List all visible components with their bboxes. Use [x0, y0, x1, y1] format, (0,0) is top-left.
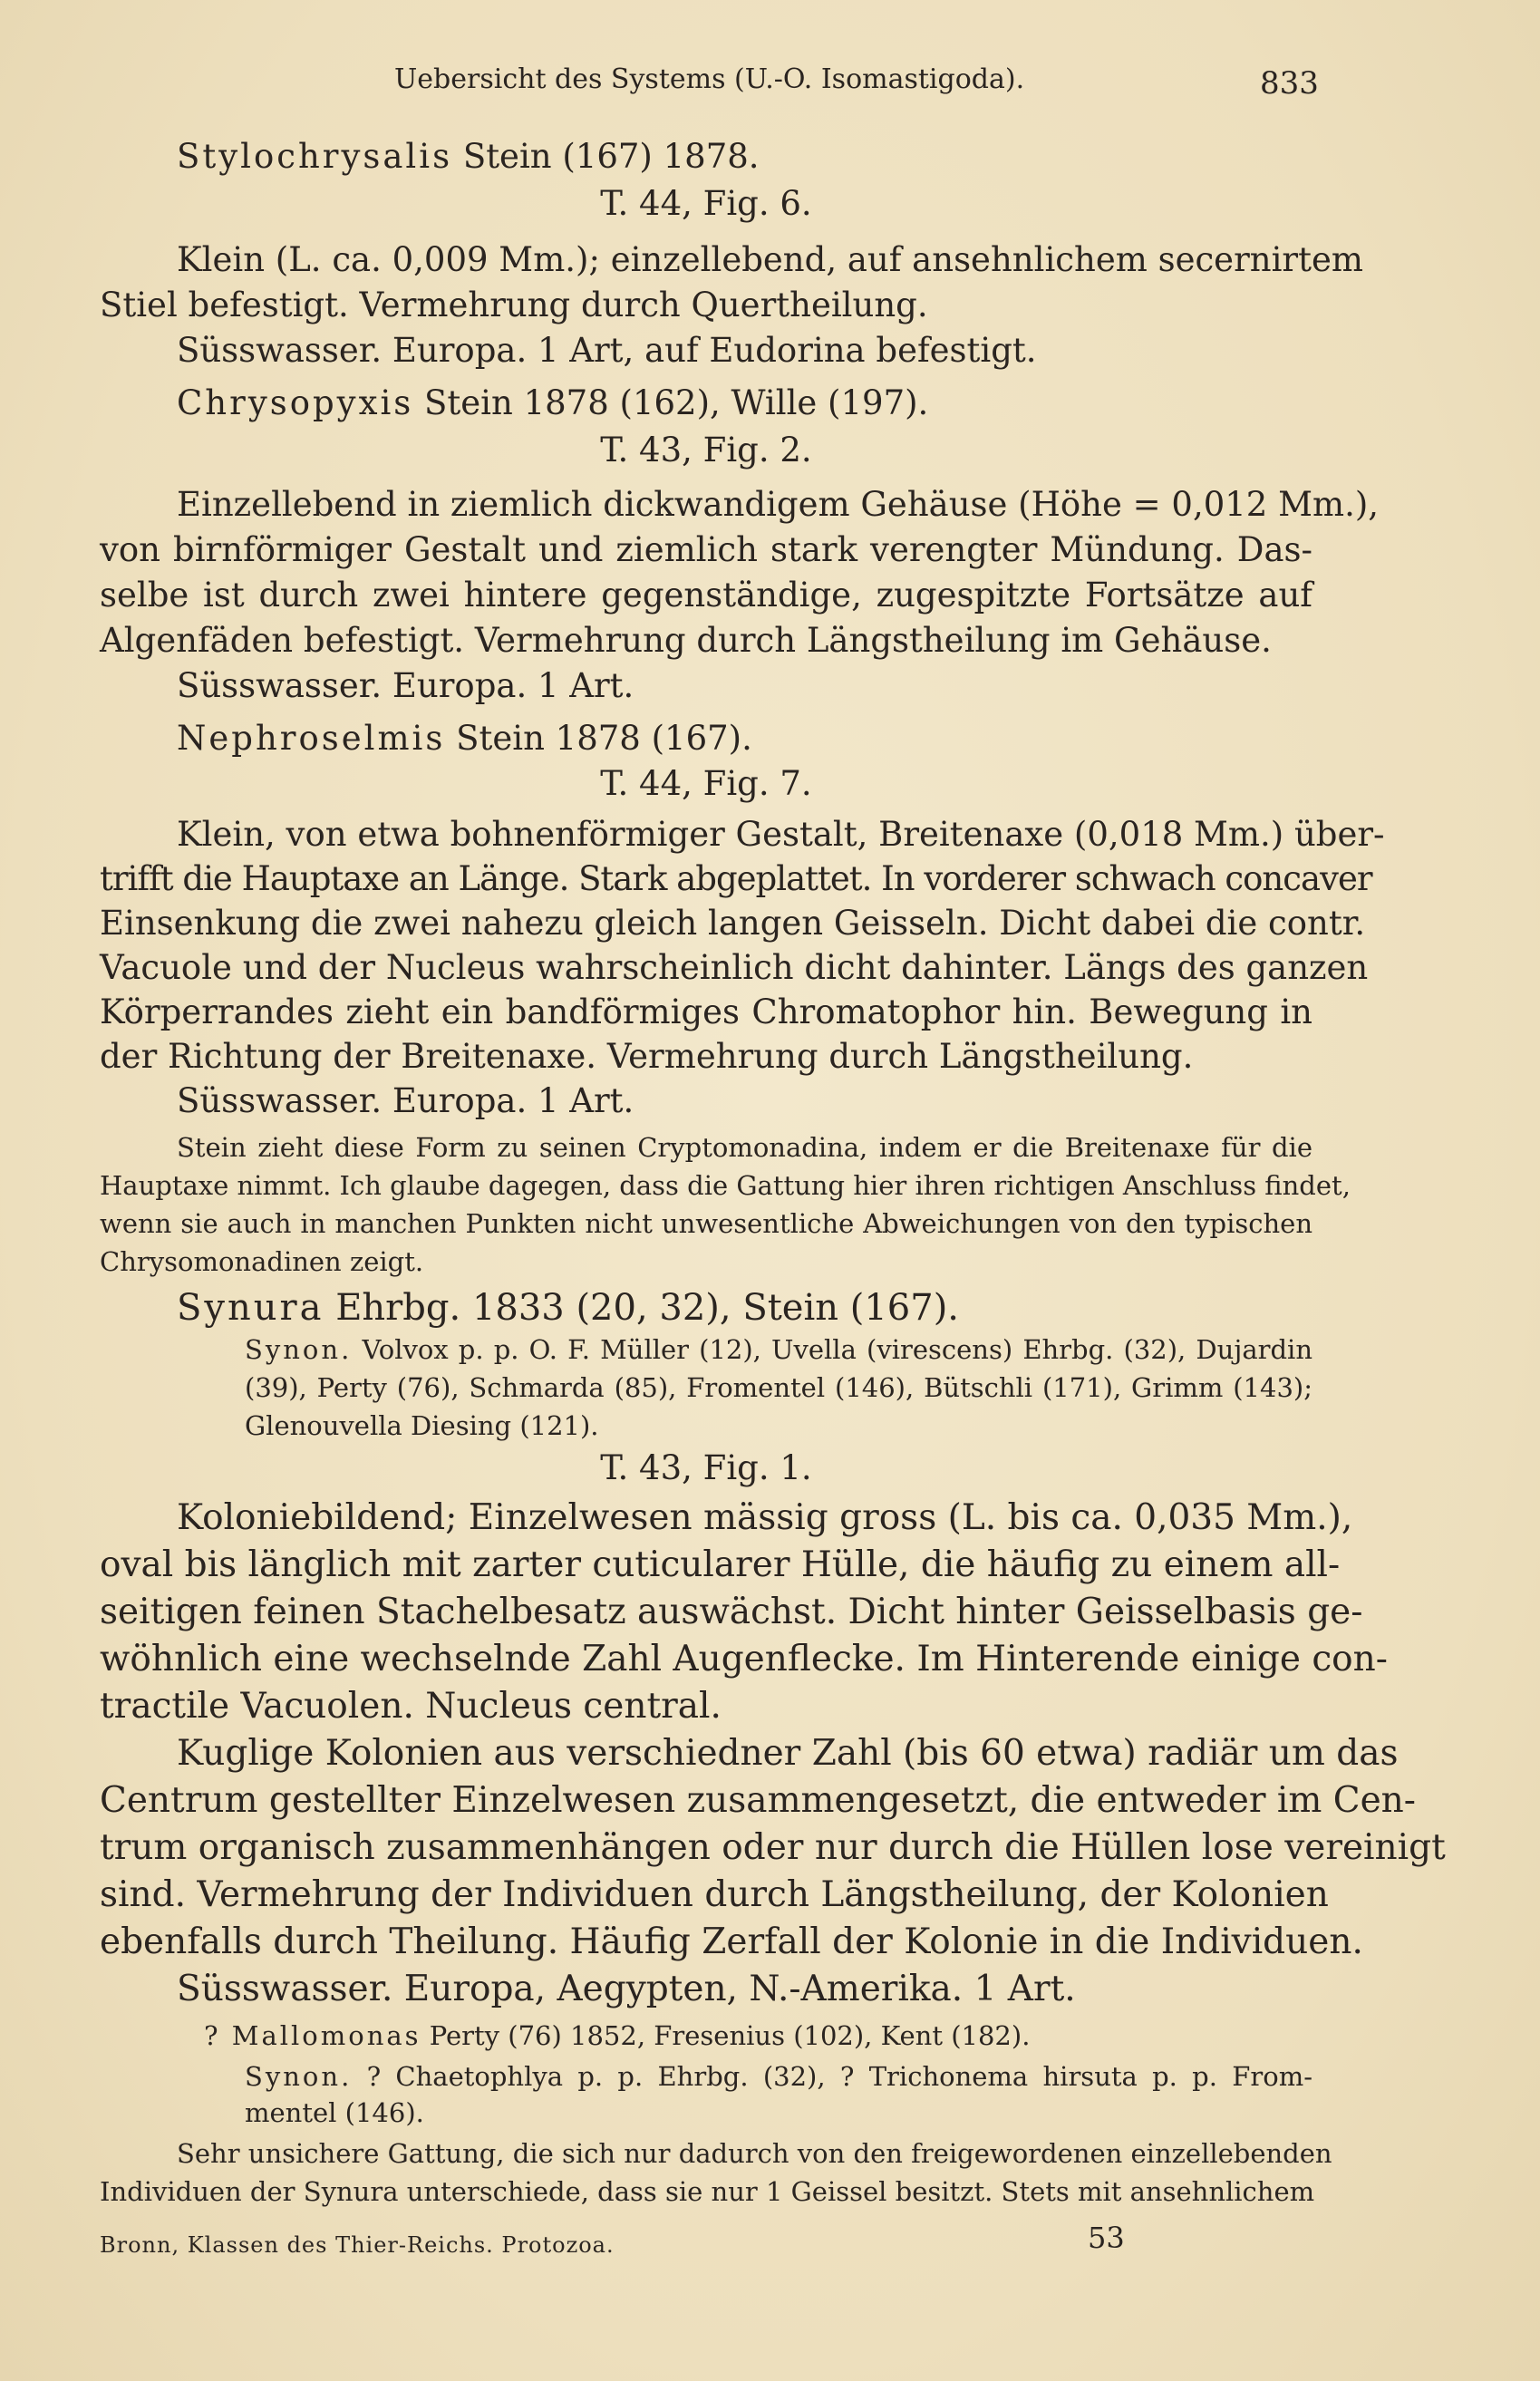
note-line: Stein zieht diese Form zu seinen Cryptomonadina, indem er die Breitenaxe für die: [177, 1132, 1312, 1163]
body-line: Stiel befestigt. Vermehrung durch Quertheilung.: [100, 286, 928, 324]
synonym-line: Glenouvella Diesing (121).: [245, 1410, 599, 1441]
body-line: ebenfalls durch Theilung. Häufig Zerfall der Kolonie in die Individuen.: [100, 1921, 1363, 1962]
body-line: Koloniebildend; Einzelwesen mässig gross (L. bis ca. 0,035 Mm.),: [177, 1497, 1353, 1538]
body-line: oval bis länglich mit zarter cuticularer Hülle, die häufig zu einem all-: [100, 1544, 1341, 1585]
genus-name: Synura: [177, 1287, 324, 1329]
genus-heading: [204, 2017, 1030, 2055]
body-line: trifft die Hauptaxe an Länge. Stark abgeplattet. In vorderer schwach concaver: [100, 859, 1372, 898]
body-line: seitigen feinen Stachelbesatz auswächst. Dicht hinter Geisselbasis ge-: [100, 1592, 1363, 1632]
body-line: Einzellebend in ziemlich dickwandigem Gehäuse (Höhe = 0,012 Mm.),: [177, 485, 1380, 524]
footer-signature: Bronn, Klassen des Thier-Reichs. Protozoa.: [100, 2232, 615, 2258]
body-line: Einsenkung die zwei nahezu gleich langen Geisseln. Dicht dabei die contr.: [100, 904, 1366, 943]
synonym-label: Synon.: [245, 2061, 353, 2092]
body-line: von birnförmiger Gestalt und ziemlich stark verengter Mündung. Das-: [100, 530, 1312, 569]
synonym-line: (39), Perty (76), Schmarda (85), Fromentel (146), Bütschli (171), Grimm (143);: [245, 1372, 1312, 1403]
synonym-line: [100, 2057, 1312, 2095]
genus-author: Perty (76) 1852, Fresenius (102), Kent (182).: [429, 2020, 1031, 2051]
genus-heading: [100, 716, 1312, 761]
note-line: Sehr unsichere Gattung, die sich nur dadurch von den freigewordenen einzellebenden: [177, 2138, 1332, 2169]
synonym-line: [100, 1331, 1312, 1369]
genus-name: Stylochrysalis: [177, 137, 453, 176]
synonym-text: Volvox p. p. O. F. Müller (12), Uvella (virescens) Ehrbg. (32), Dujardin: [362, 1334, 1312, 1365]
genus-heading: [100, 1285, 1312, 1331]
body-line: Centrum gestellter Einzelwesen zusammengesetzt, die entweder im Cen-: [100, 1780, 1416, 1821]
body-line: Kuglige Kolonien aus verschiedner Zahl (bis 60 etwa) radiär um das: [177, 1733, 1399, 1774]
note-line: Hauptaxe nimmt. Ich glaube dagegen, dass die Gattung hier ihren richtigen Anschluss findet,: [100, 1170, 1351, 1201]
note-line: wenn sie auch in manchen Punkten nicht unwesentliche Abweichungen von den typischen: [100, 1208, 1312, 1239]
body-line: Klein (L. ca. 0,009 Mm.); einzellebend, auf ansehnlichem secernirtem: [177, 240, 1363, 279]
note-line: Individuen der Synura unterschiede, dass sie nur 1 Geissel besitzt. Stets mit ansehnlichem: [100, 2176, 1315, 2207]
figure-reference: T. 43, Fig. 2.: [600, 431, 812, 469]
body-line: Süsswasser. Europa. 1 Art, auf Eudorina befestigt.: [177, 331, 1037, 370]
page-number: 833: [1260, 65, 1319, 102]
running-title: Uebersicht des Systems (U.-O. Isomastigoda).: [394, 63, 1025, 95]
body-line: Vacuole und der Nucleus wahrscheinlich dicht dahinter. Längs des ganzen: [100, 948, 1369, 987]
genus-name: Nephroselmis: [177, 719, 446, 758]
genus-author: Stein 1878 (162), Wille (197).: [424, 383, 929, 422]
genus-name: Chrysopyxis: [177, 383, 414, 422]
body-line: Süsswasser. Europa. 1 Art.: [177, 666, 634, 705]
genus-author: Stein 1878 (167).: [456, 719, 752, 758]
body-line: wöhnlich eine wechselnde Zahl Augenflecke. Im Hinterende einige con-: [100, 1639, 1388, 1679]
body-line: der Richtung der Breitenaxe. Vermehrung durch Längstheilung.: [100, 1037, 1194, 1076]
synonym-line: mentel (146).: [245, 2097, 424, 2128]
body-line: selbe ist durch zwei hintere gegenständige, zugespitzte Fortsätze auf: [100, 576, 1312, 615]
genus-heading: [100, 134, 1312, 179]
body-line: Süsswasser. Europa, Aegypten, N.-Amerika. 1 Art.: [177, 1969, 1076, 2009]
body-line: sind. Vermehrung der Individuen durch Längstheilung, der Kolonien: [100, 1874, 1329, 1915]
body-line: Süsswasser. Europa. 1 Art.: [177, 1081, 634, 1120]
figure-reference: T. 44, Fig. 6.: [600, 184, 812, 223]
synonym-text: ? Chaetophlya p. p. Ehrbg. (32), ? Trichonema hirsuta p. p. From-: [366, 2061, 1312, 2092]
genus-author: Ehrbg. 1833 (20, 32), Stein (167).: [335, 1287, 960, 1329]
synonym-label: Synon.: [245, 1334, 353, 1365]
body-line: Klein, von etwa bohnenförmiger Gestalt, Breitenaxe (0,018 Mm.) über-: [177, 815, 1385, 854]
note-line: Chrysomonadinen zeigt.: [100, 1246, 424, 1277]
genus-name: ? Mallomonas: [204, 2020, 421, 2051]
sheet-number: 53: [1088, 2221, 1125, 2255]
body-line: Körperrandes zieht ein bandförmiges Chromatophor hin. Bewegung in: [100, 992, 1312, 1031]
body-line: Algenfäden befestigt. Vermehrung durch Längstheilung im Gehäuse.: [100, 621, 1272, 660]
figure-reference: T. 43, Fig. 1.: [600, 1448, 812, 1487]
genus-author: Stein (167) 1878.: [462, 137, 760, 176]
figure-reference: T. 44, Fig. 7.: [600, 764, 812, 803]
body-line: tractile Vacuolen. Nucleus central.: [100, 1686, 722, 1727]
body-line: trum organisch zusammenhängen oder nur durch die Hüllen lose vereinigt: [100, 1827, 1446, 1868]
genus-heading: [100, 381, 1312, 426]
